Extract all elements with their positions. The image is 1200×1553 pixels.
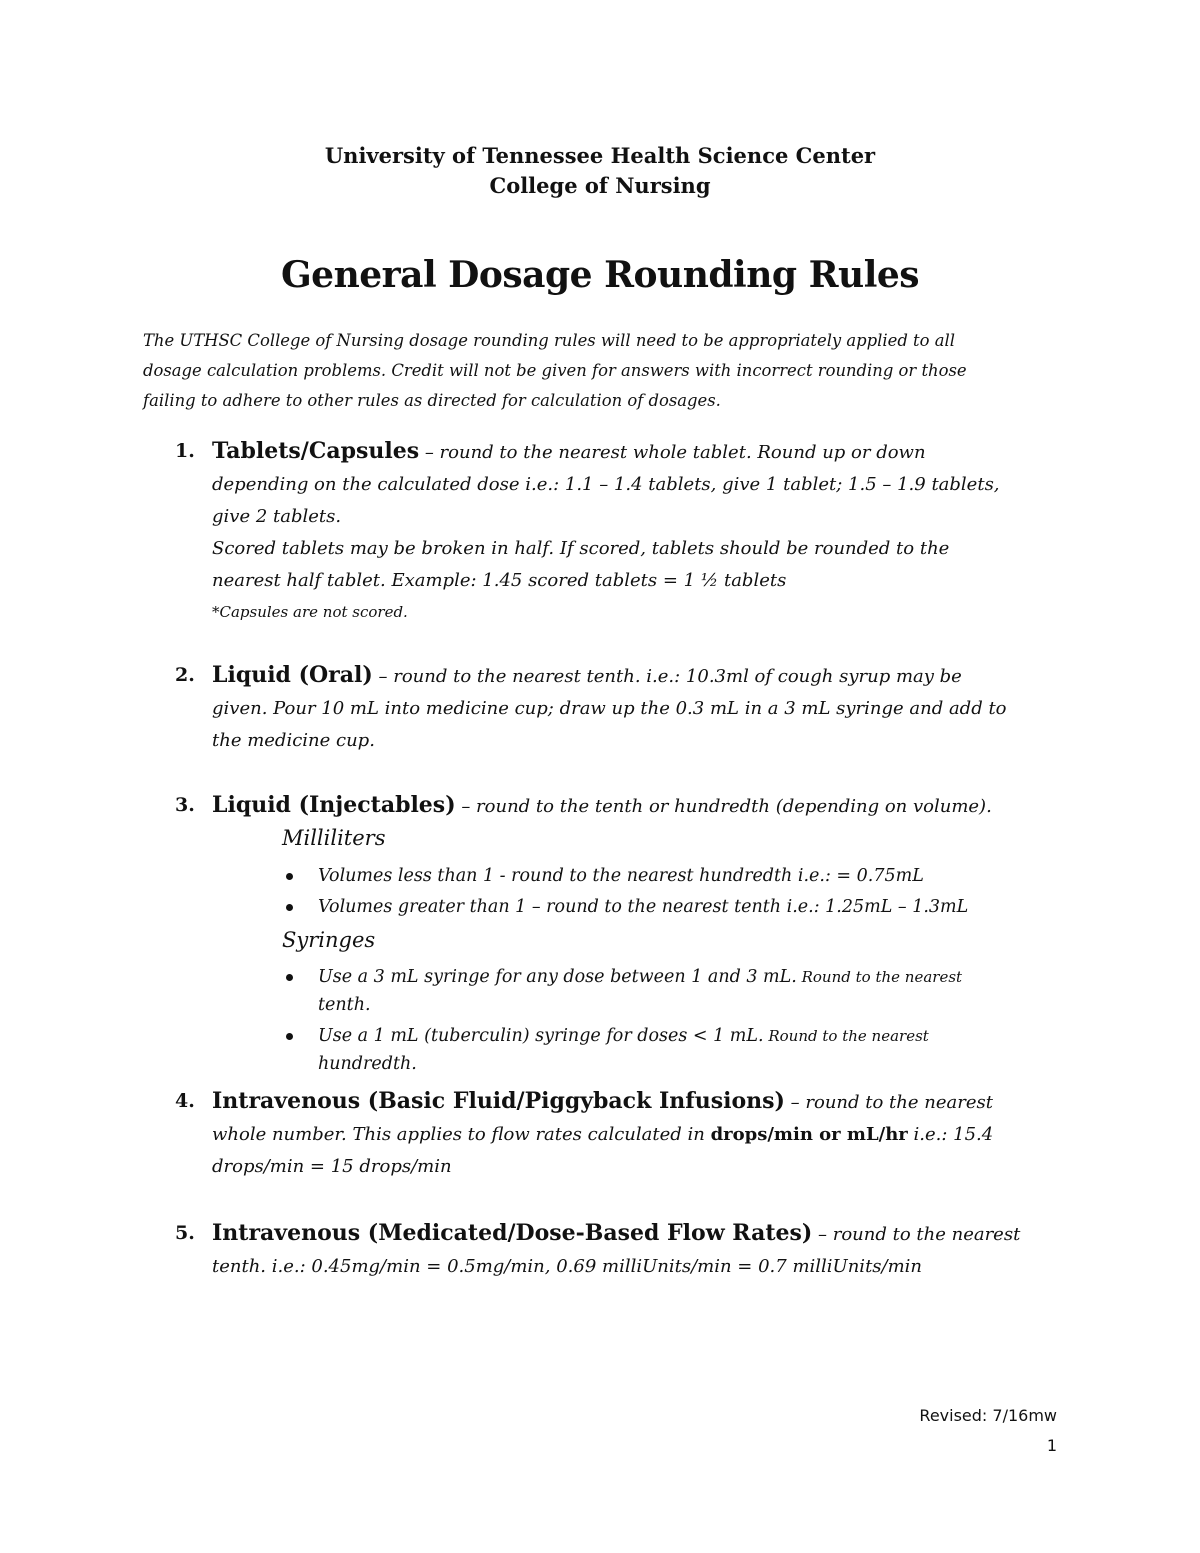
rule-text: given. Pour 10 mL into medicine cup; draw up the 0.3 mL in a 3 mL syringe and add to	[212, 698, 1007, 719]
rule-text: depending on the calculated dose i.e.: 1.1 – 1.4 tablets, give 1 tablet; 1.5 – 1.9 tablets,	[212, 474, 1000, 495]
rule-number: 4.	[175, 1090, 195, 1112]
rule-body	[212, 1217, 1072, 1283]
bullet-item: Volumes greater than 1 – round to the nearest tenth i.e.: 1.25mL – 1.3mL	[318, 897, 969, 917]
rule-body	[212, 1085, 1072, 1183]
rule-text: – round to the nearest whole tablet. Round up or down	[419, 442, 926, 463]
rule-text: – round to the nearest tenth. i.e.: 10.3ml of cough syrup may be	[372, 666, 962, 687]
rule-text: the medicine cup.	[212, 730, 375, 751]
header-college: College of Nursing	[489, 173, 711, 198]
footer-revised: Revised: 7/16mw	[919, 1406, 1057, 1425]
rule-body	[212, 659, 1072, 757]
bullet-item	[318, 963, 962, 992]
rule-text: i.e.: 15.4	[907, 1124, 994, 1145]
rule-text: whole number. This applies to flow rates calculated in	[212, 1124, 711, 1145]
rule-text: drops/min = 15 drops/min	[212, 1156, 452, 1177]
rule-emphasis: drops/min or mL/hr	[710, 1124, 908, 1145]
rule-title: Liquid (Injectables)	[212, 792, 456, 818]
rule-title: Intravenous (Basic Fluid/Piggyback Infusions)	[212, 1088, 785, 1114]
subhead-milliliters: Milliliters	[282, 826, 386, 850]
intro-paragraph	[143, 326, 1063, 416]
rule-text: – round to the nearest	[812, 1224, 1021, 1245]
bullet-item: Volumes less than 1 - round to the nearest hundredth i.e.: = 0.75mL	[318, 866, 924, 886]
bullet-continuation: hundredth.	[318, 1054, 417, 1074]
bullet-icon	[286, 1033, 293, 1040]
bullet-note-text: Round to the nearest	[763, 1027, 929, 1045]
rule-title: Intravenous (Medicated/Dose-Based Flow Rates)	[212, 1220, 813, 1246]
bullet-main-text: Use a 3 mL syringe for any dose between 1 and 3 mL.	[318, 967, 797, 987]
intro-line: failing to adhere to other rules as directed for calculation of dosages.	[143, 391, 721, 410]
bullet-icon	[286, 904, 293, 911]
subhead-syringes: Syringes	[282, 928, 376, 952]
bullet-main-text: Use a 1 mL (tuberculin) syringe for doses < 1 mL.	[318, 1026, 764, 1046]
header-institution: University of Tennessee Health Science Center	[324, 143, 876, 168]
rule-number: 2.	[175, 664, 195, 686]
bullet-icon	[286, 974, 293, 981]
bullet-note-text: Round to the nearest	[796, 968, 963, 986]
rule-number: 3.	[175, 794, 195, 816]
intro-line: dosage calculation problems. Credit will not be given for answers with incorrect rounding or those	[143, 361, 967, 380]
bullet-continuation: tenth.	[318, 995, 371, 1015]
rule-text: tenth. i.e.: 0.45mg/min = 0.5mg/min, 0.69 milliUnits/min = 0.7 milliUnits/min	[212, 1256, 923, 1277]
rule-text: nearest half tablet. Example: 1.45 scored tablets = 1 ½ tablets	[212, 570, 787, 591]
rule-number: 1.	[175, 440, 195, 462]
rule-text: – round to the nearest	[784, 1092, 993, 1113]
rule-text: – round to the tenth or hundredth (depending on volume).	[455, 796, 992, 817]
page-title: General Dosage Rounding Rules	[280, 254, 920, 296]
rule-text: give 2 tablets.	[212, 506, 342, 527]
bullet-icon	[286, 873, 293, 880]
rule-number: 5.	[175, 1222, 195, 1244]
rule-title: Tablets/Capsules	[212, 438, 420, 464]
rule-text: Scored tablets may be broken in half. If scored, tablets should be rounded to the	[212, 538, 950, 559]
bullet-item	[318, 1022, 929, 1051]
capsules-note: *Capsules are not scored.	[212, 603, 408, 621]
rule-body	[212, 789, 1072, 823]
rule-body	[212, 435, 1072, 627]
intro-line: The UTHSC College of Nursing dosage rounding rules will need to be appropriately applied to all	[143, 331, 955, 350]
footer-page-number: 1	[1046, 1436, 1057, 1455]
rule-title: Liquid (Oral)	[212, 662, 373, 688]
